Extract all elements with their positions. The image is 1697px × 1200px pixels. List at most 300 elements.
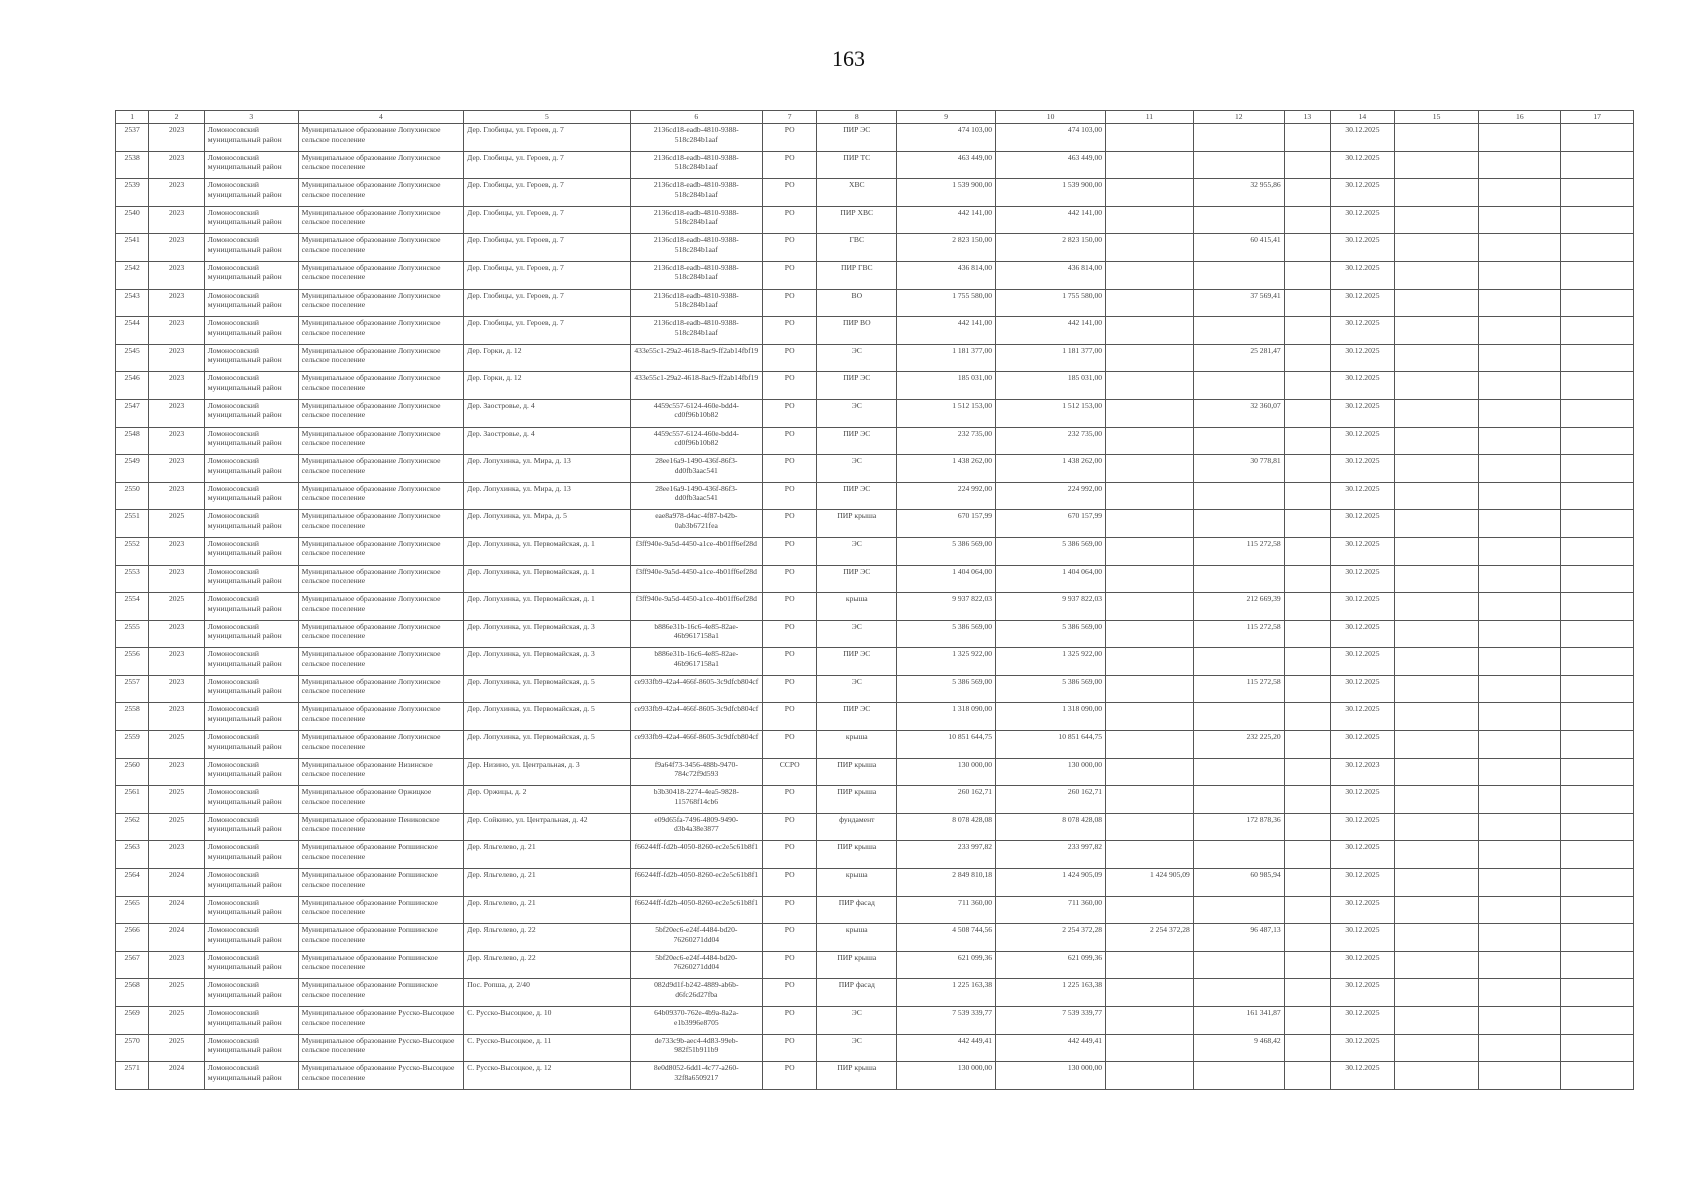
table-cell-col-12: 60 415,41 [1193, 234, 1284, 262]
table-cell-col-8: ЭС [817, 344, 897, 372]
table-cell-col-7: РО [762, 399, 817, 427]
table-row [116, 399, 1634, 427]
table-cell-col-15 [1394, 261, 1479, 289]
table-cell-col-10: 711 360,00 [996, 896, 1106, 924]
table-cell-col-6: ce933fb9-42a4-466f-8605-3c9dfcb804cf [630, 675, 762, 703]
table-cell-col-10: 1 318 090,00 [996, 703, 1106, 731]
table-cell-col-12 [1193, 648, 1284, 676]
table-cell-col-13 [1284, 841, 1330, 869]
table-cell-col-7: РО [762, 289, 817, 317]
table-cell-col-4: Муниципальное образование Лопухинское сельское поселение [298, 124, 464, 152]
table-cell-col-5: Дер. Глобицы, ул. Героев, д. 7 [464, 234, 631, 262]
table-cell-col-16 [1479, 924, 1561, 952]
table-cell-col-9: 2 823 150,00 [897, 234, 996, 262]
table-row [116, 1034, 1634, 1062]
table-cell-col-15 [1394, 537, 1479, 565]
table-row [116, 951, 1634, 979]
table-cell-col-13 [1284, 593, 1330, 621]
table-cell-col-9: 1 512 153,00 [897, 399, 996, 427]
table-cell-col-7: ССРО [762, 758, 817, 786]
table-cell-col-7: РО [762, 455, 817, 483]
table-cell-col-5: Дер. Яльгелево, д. 22 [464, 924, 631, 952]
table-cell-col-6: 2136cd18-eadb-4810-9388-518c284b1aaf [630, 289, 762, 317]
table-cell-col-15 [1394, 620, 1479, 648]
table-cell-col-10: 260 162,71 [996, 786, 1106, 814]
table-cell-col-9: 1 438 262,00 [897, 455, 996, 483]
table-cell-col-6: 2136cd18-eadb-4810-9388-518c284b1aaf [630, 124, 762, 152]
table-cell-col-12: 25 281,47 [1193, 344, 1284, 372]
table-cell-col-14: 30.12.2025 [1331, 731, 1395, 759]
table-cell-col-5: Дер. Лопухинка, ул. Мира, д. 13 [464, 455, 631, 483]
table-cell-col-9: 1 181 377,00 [897, 344, 996, 372]
table-cell-col-3: Ломоносовский муниципальный район [204, 344, 298, 372]
table-cell-col-13 [1284, 786, 1330, 814]
table-cell-col-4: Муниципальное образование Лопухинское сельское поселение [298, 344, 464, 372]
table-cell-col-15 [1394, 344, 1479, 372]
table-cell-col-6: eae8a978-d4ac-4f87-b42b-0ab3b6721fea [630, 510, 762, 538]
table-cell-col-15 [1394, 648, 1479, 676]
table-cell-col-6: 2136cd18-eadb-4810-9388-518c284b1aaf [630, 234, 762, 262]
table-row [116, 289, 1634, 317]
table-cell-col-11 [1106, 261, 1194, 289]
table-cell-col-14: 30.12.2025 [1331, 482, 1395, 510]
table-cell-col-9: 442 449,41 [897, 1034, 996, 1062]
table-cell-col-17 [1561, 841, 1634, 869]
table-cell-col-7: РО [762, 372, 817, 400]
table-cell-col-12 [1193, 896, 1284, 924]
table-cell-col-3: Ломоносовский муниципальный район [204, 675, 298, 703]
table-cell-col-8: ПИР ЭС [817, 703, 897, 731]
table-cell-col-8: ПИР ВО [817, 317, 897, 345]
table-cell-col-10: 185 031,00 [996, 372, 1106, 400]
table-cell-col-17 [1561, 869, 1634, 897]
table-cell-col-2: 2023 [149, 537, 205, 565]
table-cell-col-16 [1479, 731, 1561, 759]
table-cell-col-6: f66244ff-fd2b-4050-8260-ec2e5c61b8f1 [630, 896, 762, 924]
table-cell-col-11 [1106, 841, 1194, 869]
table-cell-col-12 [1193, 703, 1284, 731]
table-cell-col-13 [1284, 620, 1330, 648]
table-cell-col-1: 2550 [116, 482, 149, 510]
table-cell-col-13 [1284, 979, 1330, 1007]
table-cell-col-14: 30.12.2025 [1331, 951, 1395, 979]
table-cell-col-2: 2023 [149, 675, 205, 703]
table-cell-col-10: 436 814,00 [996, 261, 1106, 289]
table-cell-col-2: 2023 [149, 317, 205, 345]
table-cell-col-3: Ломоносовский муниципальный район [204, 151, 298, 179]
column-header-3: 3 [204, 111, 298, 124]
table-cell-col-11: 1 424 905,09 [1106, 869, 1194, 897]
table-cell-col-7: РО [762, 234, 817, 262]
table-cell-col-17 [1561, 758, 1634, 786]
table-cell-col-13 [1284, 317, 1330, 345]
table-cell-col-4: Муниципальное образование Ропшинское сельское поселение [298, 979, 464, 1007]
table-cell-col-3: Ломоносовский муниципальный район [204, 537, 298, 565]
table-cell-col-1: 2559 [116, 731, 149, 759]
table-cell-col-5: Дер. Глобицы, ул. Героев, д. 7 [464, 261, 631, 289]
table-cell-col-8: ПИР ЭС [817, 648, 897, 676]
table-cell-col-7: РО [762, 896, 817, 924]
table-cell-col-5: Дер. Лопухинка, ул. Первомайская, д. 5 [464, 731, 631, 759]
table-cell-col-5: Дер. Лопухинка, ул. Первомайская, д. 1 [464, 537, 631, 565]
table-cell-col-3: Ломоносовский муниципальный район [204, 1007, 298, 1035]
table-cell-col-10: 5 386 569,00 [996, 675, 1106, 703]
table-cell-col-17 [1561, 620, 1634, 648]
table-cell-col-8: фундамент [817, 813, 897, 841]
table-cell-col-14: 30.12.2025 [1331, 924, 1395, 952]
table-cell-col-6: ce933fb9-42a4-466f-8605-3c9dfcb804cf [630, 731, 762, 759]
column-header-1: 1 [116, 111, 149, 124]
table-cell-col-2: 2023 [149, 427, 205, 455]
table-cell-col-11 [1106, 344, 1194, 372]
table-cell-col-2: 2024 [149, 1062, 205, 1090]
table-cell-col-16 [1479, 206, 1561, 234]
column-header-9: 9 [897, 111, 996, 124]
table-cell-col-11 [1106, 1062, 1194, 1090]
table-cell-col-15 [1394, 455, 1479, 483]
table-cell-col-9: 260 162,71 [897, 786, 996, 814]
table-cell-col-5: С. Русско-Высоцкое, д. 11 [464, 1034, 631, 1062]
column-header-6: 6 [630, 111, 762, 124]
table-cell-col-7: РО [762, 813, 817, 841]
table-cell-col-7: РО [762, 675, 817, 703]
table-cell-col-12 [1193, 427, 1284, 455]
table-cell-col-8: ПИР фасад [817, 896, 897, 924]
table-cell-col-1: 2553 [116, 565, 149, 593]
column-header-14: 14 [1331, 111, 1395, 124]
table-cell-col-12: 32 955,86 [1193, 179, 1284, 207]
table-cell-col-16 [1479, 786, 1561, 814]
table-cell-col-4: Муниципальное образование Лопухинское сельское поселение [298, 234, 464, 262]
table-cell-col-7: РО [762, 869, 817, 897]
table-cell-col-9: 5 386 569,00 [897, 537, 996, 565]
table-cell-col-8: ПИР крыша [817, 510, 897, 538]
table-cell-col-16 [1479, 675, 1561, 703]
table-row [116, 593, 1634, 621]
table-cell-col-8: ПИР ХВС [817, 206, 897, 234]
table-cell-col-10: 442 141,00 [996, 206, 1106, 234]
table-cell-col-16 [1479, 758, 1561, 786]
table-cell-col-10: 442 449,41 [996, 1034, 1106, 1062]
table-cell-col-9: 463 449,00 [897, 151, 996, 179]
table-cell-col-1: 2567 [116, 951, 149, 979]
table-cell-col-13 [1284, 813, 1330, 841]
table-cell-col-7: РО [762, 261, 817, 289]
table-cell-col-3: Ломоносовский муниципальный район [204, 841, 298, 869]
table-cell-col-15 [1394, 758, 1479, 786]
table-cell-col-16 [1479, 399, 1561, 427]
table-cell-col-13 [1284, 758, 1330, 786]
table-row [116, 537, 1634, 565]
table-cell-col-11 [1106, 124, 1194, 152]
table-cell-col-11 [1106, 399, 1194, 427]
table-row [116, 648, 1634, 676]
table-cell-col-13 [1284, 537, 1330, 565]
table-cell-col-11 [1106, 510, 1194, 538]
table-cell-col-8: ПИР крыша [817, 786, 897, 814]
table-cell-col-5: Дер. Оржицы, д. 2 [464, 786, 631, 814]
table-cell-col-2: 2025 [149, 731, 205, 759]
table-cell-col-1: 2547 [116, 399, 149, 427]
table-cell-col-6: b886e31b-16c6-4e85-82ae-46b9617158a1 [630, 620, 762, 648]
table-cell-col-11 [1106, 620, 1194, 648]
table-row [116, 565, 1634, 593]
table-cell-col-16 [1479, 703, 1561, 731]
table-cell-col-11 [1106, 731, 1194, 759]
table-cell-col-17 [1561, 813, 1634, 841]
table-cell-col-5: Пос. Ропша, д. 2/40 [464, 979, 631, 1007]
table-cell-col-12: 60 985,94 [1193, 869, 1284, 897]
table-cell-col-2: 2023 [149, 151, 205, 179]
table-cell-col-10: 463 449,00 [996, 151, 1106, 179]
table-cell-col-6: b3b30418-2274-4ea5-9828-115768f14cb6 [630, 786, 762, 814]
column-header-13: 13 [1284, 111, 1330, 124]
table-cell-col-4: Муниципальное образование Лопухинское сельское поселение [298, 731, 464, 759]
table-cell-col-7: РО [762, 731, 817, 759]
table-cell-col-16 [1479, 896, 1561, 924]
table-cell-col-1: 2551 [116, 510, 149, 538]
table-cell-col-4: Муниципальное образование Русско-Высоцкое сельское поселение [298, 1007, 464, 1035]
table-cell-col-11 [1106, 896, 1194, 924]
table-row [116, 896, 1634, 924]
table-cell-col-16 [1479, 620, 1561, 648]
table-row [116, 979, 1634, 1007]
table-cell-col-9: 474 103,00 [897, 124, 996, 152]
table-cell-col-4: Муниципальное образование Лопухинское сельское поселение [298, 620, 464, 648]
table-cell-col-15 [1394, 151, 1479, 179]
table-cell-col-7: РО [762, 344, 817, 372]
table-cell-col-4: Муниципальное образование Лопухинское сельское поселение [298, 372, 464, 400]
table-cell-col-5: С. Русско-Высоцкое, д. 12 [464, 1062, 631, 1090]
table-cell-col-14: 30.12.2025 [1331, 261, 1395, 289]
table-cell-col-10: 5 386 569,00 [996, 620, 1106, 648]
table-cell-col-15 [1394, 593, 1479, 621]
table-row [116, 234, 1634, 262]
table-cell-col-8: ПИР крыша [817, 1062, 897, 1090]
table-row [116, 124, 1634, 152]
table-cell-col-2: 2023 [149, 399, 205, 427]
table-cell-col-3: Ломоносовский муниципальный район [204, 565, 298, 593]
table-row [116, 758, 1634, 786]
table-cell-col-5: Дер. Лопухинка, ул. Первомайская, д. 5 [464, 675, 631, 703]
table-cell-col-17 [1561, 482, 1634, 510]
column-header-8: 8 [817, 111, 897, 124]
table-cell-col-16 [1479, 1062, 1561, 1090]
table-cell-col-17 [1561, 289, 1634, 317]
table-cell-col-8: крыша [817, 924, 897, 952]
table-cell-col-9: 5 386 569,00 [897, 675, 996, 703]
table-row [116, 786, 1634, 814]
table-cell-col-7: РО [762, 620, 817, 648]
table-cell-col-4: Муниципальное образование Пениковское сельское поселение [298, 813, 464, 841]
table-cell-col-17 [1561, 510, 1634, 538]
table-cell-col-8: ПИР крыша [817, 951, 897, 979]
table-cell-col-3: Ломоносовский муниципальный район [204, 786, 298, 814]
table-cell-col-11 [1106, 179, 1194, 207]
table-row [116, 703, 1634, 731]
table-cell-col-15 [1394, 372, 1479, 400]
table-cell-col-15 [1394, 1007, 1479, 1035]
table-cell-col-11 [1106, 758, 1194, 786]
table-cell-col-2: 2023 [149, 206, 205, 234]
table-cell-col-17 [1561, 537, 1634, 565]
table-cell-col-4: Муниципальное образование Ропшинское сельское поселение [298, 924, 464, 952]
table-cell-col-2: 2023 [149, 261, 205, 289]
table-cell-col-14: 30.12.2025 [1331, 869, 1395, 897]
table-cell-col-16 [1479, 841, 1561, 869]
table-cell-col-2: 2024 [149, 896, 205, 924]
table-cell-col-5: Дер. Глобицы, ул. Героев, д. 7 [464, 124, 631, 152]
table-cell-col-6: ce933fb9-42a4-466f-8605-3c9dfcb804cf [630, 703, 762, 731]
table-cell-col-1: 2555 [116, 620, 149, 648]
table-cell-col-13 [1284, 1062, 1330, 1090]
table-cell-col-9: 442 141,00 [897, 317, 996, 345]
table-cell-col-9: 1 404 064,00 [897, 565, 996, 593]
table-cell-col-14: 30.12.2025 [1331, 427, 1395, 455]
table-cell-col-13 [1284, 703, 1330, 731]
table-cell-col-1: 2561 [116, 786, 149, 814]
table-cell-col-9: 9 937 822,03 [897, 593, 996, 621]
table-cell-col-2: 2025 [149, 786, 205, 814]
table-cell-col-17 [1561, 344, 1634, 372]
table-cell-col-2: 2024 [149, 924, 205, 952]
table-cell-col-3: Ломоносовский муниципальный район [204, 427, 298, 455]
table-cell-col-10: 1 404 064,00 [996, 565, 1106, 593]
table-cell-col-15 [1394, 869, 1479, 897]
table-cell-col-8: ЭС [817, 675, 897, 703]
table-cell-col-5: С. Русско-Высоцкое, д. 10 [464, 1007, 631, 1035]
table-cell-col-4: Муниципальное образование Лопухинское сельское поселение [298, 510, 464, 538]
table-cell-col-3: Ломоносовский муниципальный район [204, 648, 298, 676]
table-cell-col-1: 2544 [116, 317, 149, 345]
table-cell-col-12 [1193, 261, 1284, 289]
table-cell-col-11 [1106, 427, 1194, 455]
table-cell-col-8: ГВС [817, 234, 897, 262]
table-cell-col-9: 1 318 090,00 [897, 703, 996, 731]
table-row [116, 620, 1634, 648]
table-cell-col-8: ЭС [817, 1007, 897, 1035]
table-cell-col-11 [1106, 482, 1194, 510]
table-cell-col-13 [1284, 510, 1330, 538]
table-cell-col-5: Дер. Яльгелево, д. 22 [464, 951, 631, 979]
table-cell-col-8: ВО [817, 289, 897, 317]
table-cell-col-8: ПИР ЭС [817, 565, 897, 593]
table-cell-col-16 [1479, 482, 1561, 510]
table-cell-col-5: Дер. Низино, ул. Центральная, д. 3 [464, 758, 631, 786]
table-cell-col-9: 130 000,00 [897, 1062, 996, 1090]
table-cell-col-12 [1193, 510, 1284, 538]
table-cell-col-1: 2570 [116, 1034, 149, 1062]
table-cell-col-2: 2023 [149, 565, 205, 593]
table-cell-col-3: Ломоносовский муниципальный район [204, 372, 298, 400]
table-cell-col-6: 4459c557-6124-460e-bdd4-cd0f96b10b82 [630, 399, 762, 427]
table-cell-col-14: 30.12.2025 [1331, 675, 1395, 703]
table-cell-col-9: 10 851 644,75 [897, 731, 996, 759]
table-cell-col-1: 2563 [116, 841, 149, 869]
table-cell-col-11 [1106, 206, 1194, 234]
table-cell-col-13 [1284, 455, 1330, 483]
table-cell-col-15 [1394, 731, 1479, 759]
table-cell-col-10: 1 755 580,00 [996, 289, 1106, 317]
table-cell-col-7: РО [762, 593, 817, 621]
table-cell-col-11 [1106, 1034, 1194, 1062]
table-cell-col-3: Ломоносовский муниципальный район [204, 951, 298, 979]
table-cell-col-16 [1479, 510, 1561, 538]
table-cell-col-8: ПИР ТС [817, 151, 897, 179]
table-cell-col-3: Ломоносовский муниципальный район [204, 869, 298, 897]
table-cell-col-14: 30.12.2025 [1331, 234, 1395, 262]
table-cell-col-11 [1106, 372, 1194, 400]
table-cell-col-13 [1284, 261, 1330, 289]
table-cell-col-16 [1479, 179, 1561, 207]
table-row [116, 151, 1634, 179]
table-row [116, 675, 1634, 703]
table-cell-col-4: Муниципальное образование Лопухинское сельское поселение [298, 648, 464, 676]
table-cell-col-9: 233 997,82 [897, 841, 996, 869]
table-cell-col-11 [1106, 565, 1194, 593]
table-cell-col-16 [1479, 813, 1561, 841]
table-cell-col-15 [1394, 896, 1479, 924]
table-cell-col-10: 474 103,00 [996, 124, 1106, 152]
table-cell-col-6: 433e55c1-29a2-4618-8ac9-ff2ab14fbf19 [630, 344, 762, 372]
table-row [116, 372, 1634, 400]
table-cell-col-3: Ломоносовский муниципальный район [204, 289, 298, 317]
table-cell-col-5: Дер. Глобицы, ул. Героев, д. 7 [464, 151, 631, 179]
table-row [116, 1062, 1634, 1090]
table-cell-col-10: 1 438 262,00 [996, 455, 1106, 483]
table-cell-col-17 [1561, 593, 1634, 621]
table-cell-col-13 [1284, 372, 1330, 400]
table-cell-col-1: 2539 [116, 179, 149, 207]
table-cell-col-13 [1284, 234, 1330, 262]
table-cell-col-15 [1394, 703, 1479, 731]
table-cell-col-13 [1284, 731, 1330, 759]
table-cell-col-11 [1106, 675, 1194, 703]
table-cell-col-5: Дер. Лопухинка, ул. Первомайская, д. 1 [464, 565, 631, 593]
table-cell-col-15 [1394, 427, 1479, 455]
column-header-5: 5 [464, 111, 631, 124]
table-cell-col-4: Муниципальное образование Ропшинское сельское поселение [298, 869, 464, 897]
table-row [116, 841, 1634, 869]
table-header [116, 111, 1634, 124]
table-cell-col-7: РО [762, 951, 817, 979]
table-cell-col-4: Муниципальное образование Ропшинское сельское поселение [298, 951, 464, 979]
page-number: 163 [832, 46, 865, 71]
table-cell-col-14: 30.12.2025 [1331, 179, 1395, 207]
table-cell-col-8: крыша [817, 869, 897, 897]
table-cell-col-2: 2023 [149, 841, 205, 869]
table-cell-col-17 [1561, 565, 1634, 593]
table-cell-col-10: 224 992,00 [996, 482, 1106, 510]
table-cell-col-12: 30 778,81 [1193, 455, 1284, 483]
table-cell-col-14: 30.12.2025 [1331, 648, 1395, 676]
table-cell-col-10: 1 181 377,00 [996, 344, 1106, 372]
table-cell-col-3: Ломоносовский муниципальный район [204, 979, 298, 1007]
table-cell-col-10: 1 325 922,00 [996, 648, 1106, 676]
table-cell-col-1: 2566 [116, 924, 149, 952]
table-cell-col-1: 2569 [116, 1007, 149, 1035]
table-cell-col-4: Муниципальное образование Лопухинское сельское поселение [298, 565, 464, 593]
table-cell-col-8: ЭС [817, 537, 897, 565]
table-cell-col-12 [1193, 372, 1284, 400]
table-row [116, 869, 1634, 897]
table-cell-col-11 [1106, 951, 1194, 979]
table-cell-col-14: 30.12.2025 [1331, 896, 1395, 924]
table-cell-col-4: Муниципальное образование Лопухинское сельское поселение [298, 427, 464, 455]
table-cell-col-11 [1106, 289, 1194, 317]
table-cell-col-3: Ломоносовский муниципальный район [204, 206, 298, 234]
table-cell-col-14: 30.12.2023 [1331, 758, 1395, 786]
